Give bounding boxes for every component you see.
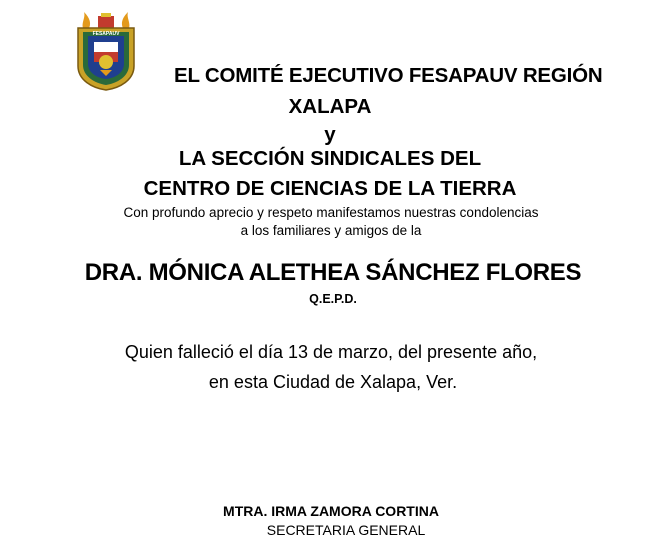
fesapauv-seal (74, 12, 138, 92)
header-line-4: LA SECCIÓN SINDICALES DEL (178, 147, 482, 170)
svg-text:FESAPAUV: FESAPAUV (92, 31, 120, 37)
condolence-line-2: a los familiares y amigos de la (240, 223, 422, 238)
signature-name: MTRA. IRMA ZAMORA CORTINA (223, 503, 439, 519)
qepd: Q.E.P.D. (309, 292, 357, 306)
header-line-3: y (324, 123, 336, 146)
condolence-line-1: Con profundo aprecio y respeto manifestamos nuestras condolencias (123, 205, 539, 220)
details-line-1: Quien falleció el día 13 de marzo, del presente año, (124, 342, 538, 362)
header-line-2: XALAPA (288, 95, 372, 118)
details-line-2: en esta Ciudad de Xalapa, Ver. (208, 372, 458, 392)
header-line-1: EL COMITÉ EJECUTIVO FESAPAUV REGIÓN (174, 64, 603, 87)
signature-title: SECRETARIA GENERAL (266, 522, 426, 538)
deceased-name: DRA. MÓNICA ALETHEA SÁNCHEZ FLORES (84, 259, 582, 286)
header-line-5: CENTRO DE CIENCIAS DE LA TIERRA (143, 177, 517, 200)
